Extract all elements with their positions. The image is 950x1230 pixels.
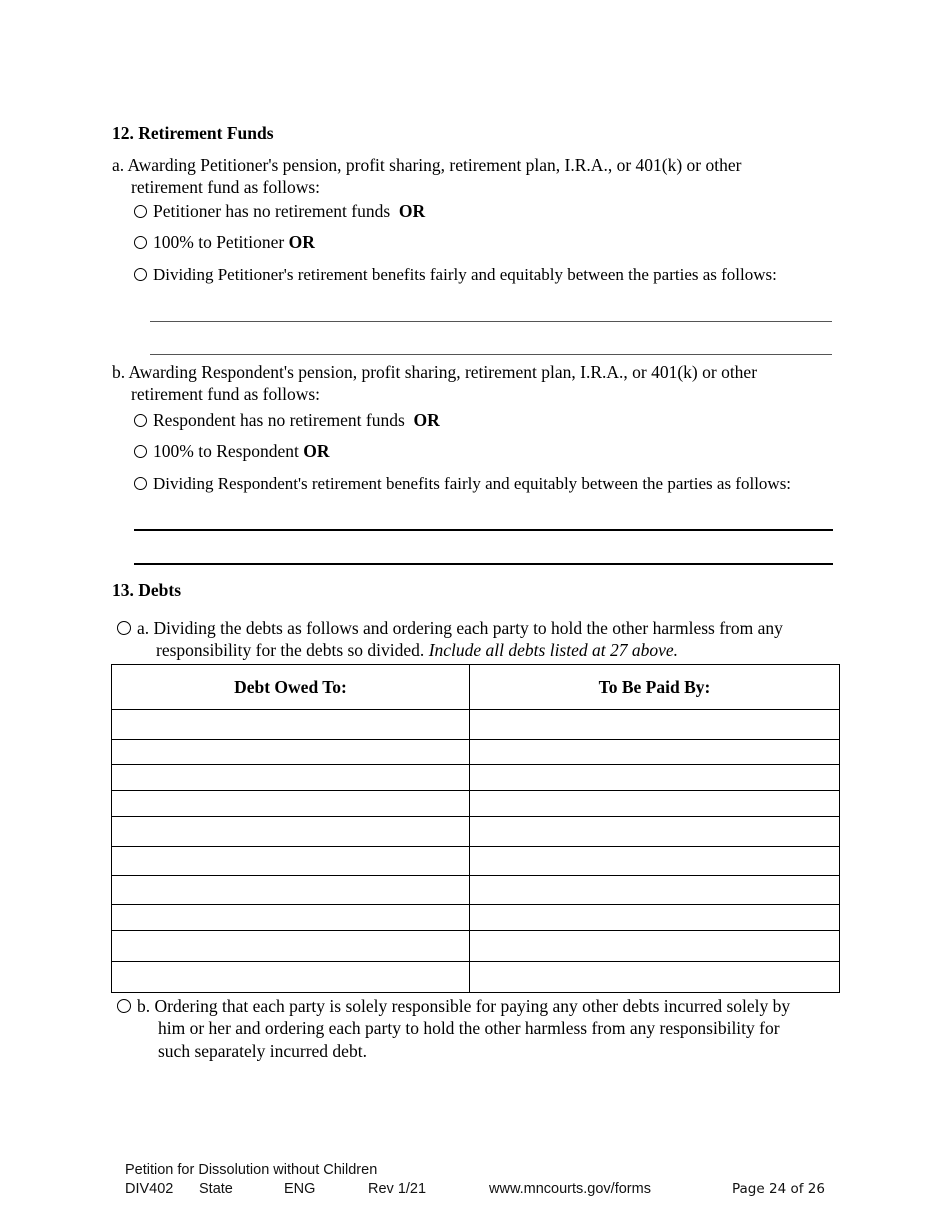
col-debt-owed-to: Debt Owed To: xyxy=(112,665,470,710)
option-respondent-no-funds[interactable]: Respondent has no retirement funds OR xyxy=(134,409,440,431)
to-be-paid-by-cell[interactable] xyxy=(470,765,840,791)
table-row xyxy=(112,962,840,993)
table-row xyxy=(112,740,840,765)
radio-icon[interactable] xyxy=(134,445,147,458)
petitioner-fill-line-1[interactable] xyxy=(150,321,832,322)
option-separate-debts[interactable]: b. Ordering that each party is solely responsible for paying any other debts incurred solely by xyxy=(117,995,790,1017)
table-row xyxy=(112,791,840,817)
option-divide-respondent[interactable]: Dividing Respondent's retirement benefits fairly and equitably between the parties as follows: xyxy=(134,473,791,495)
to-be-paid-by-cell[interactable] xyxy=(470,931,840,962)
table-row xyxy=(112,905,840,931)
radio-icon[interactable] xyxy=(117,999,131,1013)
table-row xyxy=(112,765,840,791)
section-12b-line2: retirement fund as follows: xyxy=(131,384,321,404)
radio-icon[interactable] xyxy=(117,621,131,635)
debt-owed-to-cell[interactable] xyxy=(112,962,470,993)
debt-owed-to-cell[interactable] xyxy=(112,817,470,847)
table-row xyxy=(112,931,840,962)
footer-form-title: Petition for Dissolution without Children xyxy=(125,1162,378,1178)
debt-owed-to-cell[interactable] xyxy=(112,765,470,791)
option-100-respondent[interactable]: 100% to Respondent OR xyxy=(134,440,329,462)
section-13-heading: 13. Debts xyxy=(112,580,182,600)
option-petitioner-no-funds[interactable]: Petitioner has no retirement funds OR xyxy=(134,200,425,222)
debt-owed-to-cell[interactable] xyxy=(112,710,470,740)
table-row xyxy=(112,876,840,905)
debts-table xyxy=(111,664,840,993)
radio-icon[interactable] xyxy=(134,414,147,427)
section-12a-line2: retirement fund as follows: xyxy=(131,177,321,197)
to-be-paid-by-cell[interactable] xyxy=(470,847,840,876)
table-header-row xyxy=(112,665,840,710)
footer-page-number: Page 24 of 26 xyxy=(732,1181,825,1197)
option-divide-debts[interactable]: a. Dividing the debts as follows and ordering each party to hold the other harmless from any xyxy=(117,617,783,639)
debt-owed-to-cell[interactable] xyxy=(112,791,470,817)
to-be-paid-by-cell[interactable] xyxy=(470,791,840,817)
respondent-fill-line-2[interactable] xyxy=(134,563,833,565)
section-13b-line2: him or her and ordering each party to hold the other harmless from any responsibility for xyxy=(158,1018,780,1038)
footer-language: ENG xyxy=(284,1181,316,1197)
section-12b-line1: b. Awarding Respondent's pension, profit sharing, retirement plan, I.R.A., or 401(k) or other xyxy=(112,362,758,382)
footer-form-id: DIV402 xyxy=(125,1181,174,1197)
section-12a-line1: a. Awarding Petitioner's pension, profit sharing, retirement plan, I.R.A., or 401(k) or other xyxy=(112,155,742,175)
respondent-fill-line-1[interactable] xyxy=(134,529,833,531)
to-be-paid-by-cell[interactable] xyxy=(470,817,840,847)
debt-owed-to-cell[interactable] xyxy=(112,876,470,905)
debt-owed-to-cell[interactable] xyxy=(112,847,470,876)
footer-jurisdiction: State xyxy=(199,1181,233,1197)
petitioner-fill-line-2[interactable] xyxy=(150,354,832,355)
table-row xyxy=(112,710,840,740)
footer-revision: Rev 1/21 xyxy=(368,1181,427,1197)
section-13a-line2: responsibility for the debts so divided. Include all debts listed at 27 above. xyxy=(156,640,679,660)
table-row xyxy=(112,847,840,876)
footer-url[interactable]: www.mncourts.gov/forms xyxy=(489,1181,651,1197)
section-13b-line3: such separately incurred debt. xyxy=(158,1041,367,1061)
section-12-heading: 12. Retirement Funds xyxy=(112,123,274,143)
col-to-be-paid-by: To Be Paid By: xyxy=(470,665,840,710)
to-be-paid-by-cell[interactable] xyxy=(470,962,840,993)
to-be-paid-by-cell[interactable] xyxy=(470,905,840,931)
radio-icon[interactable] xyxy=(134,205,147,218)
option-divide-petitioner[interactable]: Dividing Petitioner's retirement benefits fairly and equitably between the parties as follows: xyxy=(134,264,777,286)
option-100-petitioner[interactable]: 100% to Petitioner OR xyxy=(134,231,315,253)
to-be-paid-by-cell[interactable] xyxy=(470,740,840,765)
debt-owed-to-cell[interactable] xyxy=(112,931,470,962)
to-be-paid-by-cell[interactable] xyxy=(470,876,840,905)
radio-icon[interactable] xyxy=(134,477,147,490)
radio-icon[interactable] xyxy=(134,268,147,281)
radio-icon[interactable] xyxy=(134,236,147,249)
debt-owed-to-cell[interactable] xyxy=(112,905,470,931)
debt-owed-to-cell[interactable] xyxy=(112,740,470,765)
table-row xyxy=(112,817,840,847)
to-be-paid-by-cell[interactable] xyxy=(470,710,840,740)
